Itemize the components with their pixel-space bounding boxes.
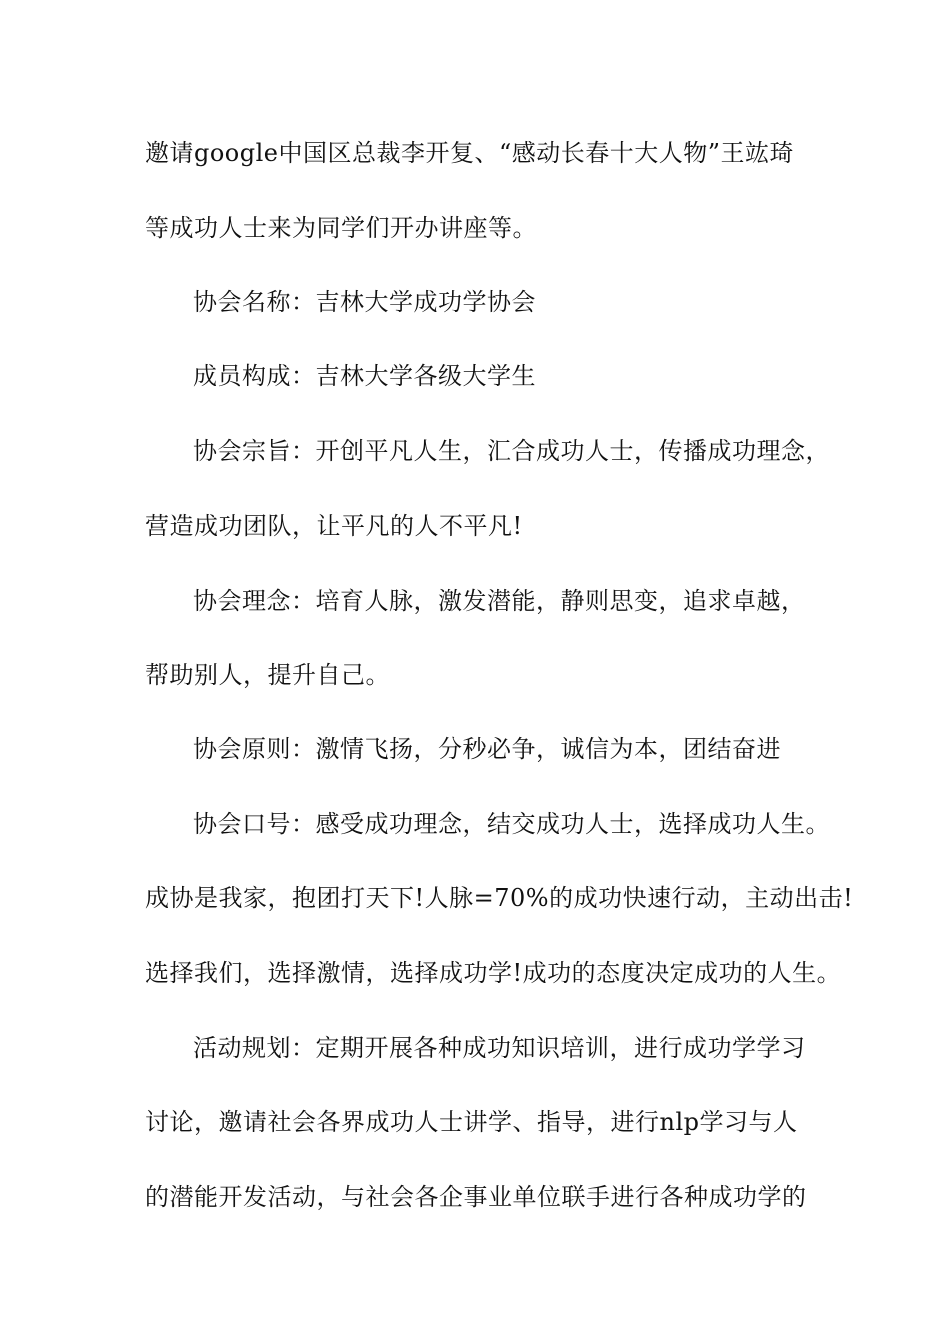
member-composition: 成员构成：吉林大学各级大学生	[193, 362, 536, 390]
paragraph-line: 等成功人士来为同学们开办讲座等。	[145, 214, 537, 242]
activity-planning: 活动规划：定期开展各种成功知识培训，进行成功学学习	[193, 1034, 806, 1062]
association-slogan: 协会口号：感受成功理念，结交成功人士，选择成功人生。	[193, 810, 830, 838]
paragraph-line: 的潜能开发活动，与社会各企事业单位联手进行各种成功学的	[145, 1183, 807, 1211]
association-purpose: 协会宗旨：开创平凡人生，汇合成功人士，传播成功理念，	[193, 437, 830, 465]
paragraph-line: 选择我们，选择激情，选择成功学!成功的态度决定成功的人生。	[145, 959, 842, 987]
paragraph-line: 成协是我家，抱团打天下!人脉=70%的成功快速行动，主动出击!	[145, 884, 854, 912]
paragraph-line: 讨论，邀请社会各界成功人士讲学、指导，进行nlp学习与人	[145, 1108, 798, 1136]
paragraph-line: 帮助别人，提升自己。	[145, 661, 390, 689]
paragraph-line: 邀请google中国区总裁李开复、“感动长春十大人物”王竑琦	[145, 139, 795, 167]
association-principles: 协会原则：激情飞扬，分秒必争，诚信为本，团结奋进	[193, 735, 781, 763]
association-philosophy: 协会理念：培育人脉，激发潜能，静则思变，追求卓越，	[193, 587, 806, 615]
association-name: 协会名称：吉林大学成功学协会	[193, 288, 536, 316]
paragraph-line: 营造成功团队，让平凡的人不平凡!	[145, 512, 523, 540]
